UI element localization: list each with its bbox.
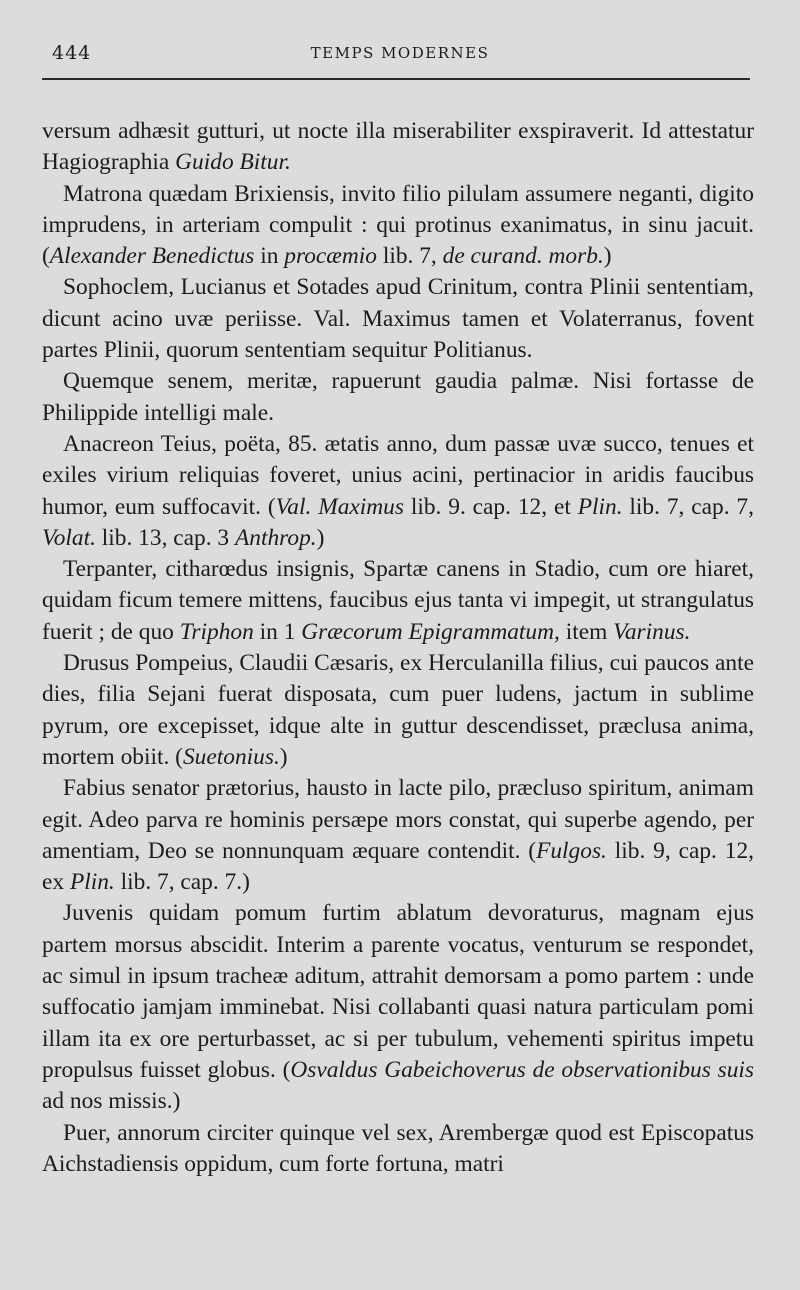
paragraph bbox=[42, 272, 754, 366]
paragraph bbox=[42, 179, 754, 273]
italic-reference: Osvaldus Gabeichoverus de observationibus suis bbox=[290, 1056, 754, 1083]
text-run: versum adhæsit gutturi, ut nocte illa miserabiliter exspiraverit. Id attestatur Hagiographia bbox=[42, 118, 754, 176]
text-run: lib. 7, cap. 7, bbox=[622, 493, 754, 520]
italic-reference: Volat. bbox=[42, 524, 96, 551]
italic-reference: procæmio bbox=[284, 243, 377, 270]
italic-reference: Suetonius. bbox=[182, 743, 280, 770]
text-run: in bbox=[254, 243, 285, 270]
italic-reference: Anthrop. bbox=[234, 524, 317, 551]
italic-reference: Triphon bbox=[179, 618, 254, 645]
text-run: in 1 bbox=[253, 618, 302, 645]
italic-reference: Græcorum Epigrammatum, bbox=[301, 618, 560, 645]
text-run: item bbox=[559, 618, 614, 645]
italic-reference: de curand. morb. bbox=[442, 243, 604, 270]
text-run: lib. 9, cap. 12, ex bbox=[42, 837, 754, 896]
text-run: Matrona quædam Brixiensis, invito filio pilulam assumere neganti, digito imprudens, in arteriam compulit : qui protinus exanimatus, in sinu jacuit. ( bbox=[42, 180, 754, 270]
text-run: ad nos missis.) bbox=[42, 1088, 181, 1115]
paragraph bbox=[42, 1118, 754, 1181]
text-run: Terpanter, citharœdus insignis, Spartæ canens in Stadio, cum ore hiaret, quidam ficum temere mittens, faucibus ejus tanta vi impegit, ut strangulatus fuerit ; de quo bbox=[42, 556, 754, 645]
text-run: Fabius senator prætorius, hausto in lacte pilo, præcluso spiritum, animam egit. Adeo parva re hominis persæpe mors constat, qui superbe agendo, per amentiam, Deo se nonnunquam æquare contendit. ( bbox=[42, 775, 754, 864]
text-run: lib. 13, cap. 3 bbox=[95, 524, 235, 551]
italic-reference: Plin. bbox=[69, 869, 115, 896]
text-run: Drusus Pompeius, Claudii Cæsaris, ex Herculanilla filius, cui paucos ante dies, filia Sejani fuerat disposata, cum puer ludens, jactum in sublime pyrum, ore excepisset, idque alte in guttur descendisset, præclusa anima, mortem obiit. ( bbox=[42, 650, 754, 770]
paragraph bbox=[42, 898, 754, 1117]
paragraph bbox=[42, 773, 754, 898]
body-text bbox=[42, 116, 754, 1180]
italic-reference: Alexander Benedictus bbox=[49, 243, 255, 270]
text-run: ) bbox=[603, 243, 612, 270]
text-run: Puer, annorum circiter quinque vel sex, Arembergæ quod est Episcopatus Aichstadiensis oppidum, cum forte fortuna, matri bbox=[42, 1119, 754, 1177]
italic-reference: Val. Maximus bbox=[275, 493, 404, 520]
text-run: lib. 7, bbox=[376, 243, 443, 270]
page-header bbox=[0, 38, 800, 66]
header-rule bbox=[42, 78, 750, 80]
paragraph bbox=[42, 116, 754, 179]
page-number: 444 bbox=[52, 42, 92, 64]
italic-reference: Fulgos. bbox=[536, 837, 607, 864]
text-run: Juvenis quidam pomum furtim ablatum devoraturus, magnam ejus partem morsus abscidit. Interim a parente vocatus, venturum se respondet, ac simul in ipsum tracheæ aditum, attrahit demorsam a pomo partem : unde suffocatio jamjam imminebat. Nisi collabanti quasi natura particulam pomi illam ita ex ore perturbasset, ac si per tubulum, vehementi spiritus impetu propulsus fuisset globus. ( bbox=[42, 900, 754, 1083]
text-run: Quemque senem, meritæ, rapuerunt gaudia palmæ. Nisi fortasse de Philippide intelligi male. bbox=[42, 368, 754, 426]
text-run: lib. 7, cap. 7.) bbox=[114, 869, 250, 896]
italic-reference: Plin. bbox=[577, 493, 623, 520]
paragraph bbox=[42, 429, 754, 554]
text-run: ) bbox=[279, 743, 288, 770]
text-run: lib. 9. cap. 12, et bbox=[403, 493, 578, 520]
text-run: Anacreon Teius, poëta, 85. ætatis anno, dum passæ uvæ succo, tenues et exiles virium reliquias foveret, unius acini, pertinacior in aridis faucibus humor, eum suffocavit. ( bbox=[42, 430, 754, 520]
italic-reference: Guido Bitur. bbox=[175, 149, 291, 176]
paragraph bbox=[42, 554, 754, 648]
paragraph bbox=[42, 366, 754, 429]
paragraph bbox=[42, 648, 754, 773]
text-run: Sophoclem, Lucianus et Sotades apud Crinitum, contra Plinii sententiam, dicunt acino uvæ periisse. Val. Maximus tamen et Volaterranus, fovent partes Plinii, quorum sententiam sequitur Politianus. bbox=[42, 274, 754, 364]
italic-reference: Varinus. bbox=[613, 618, 691, 645]
running-title: TEMPS MODERNES bbox=[310, 44, 490, 62]
text-run: ) bbox=[316, 524, 325, 551]
